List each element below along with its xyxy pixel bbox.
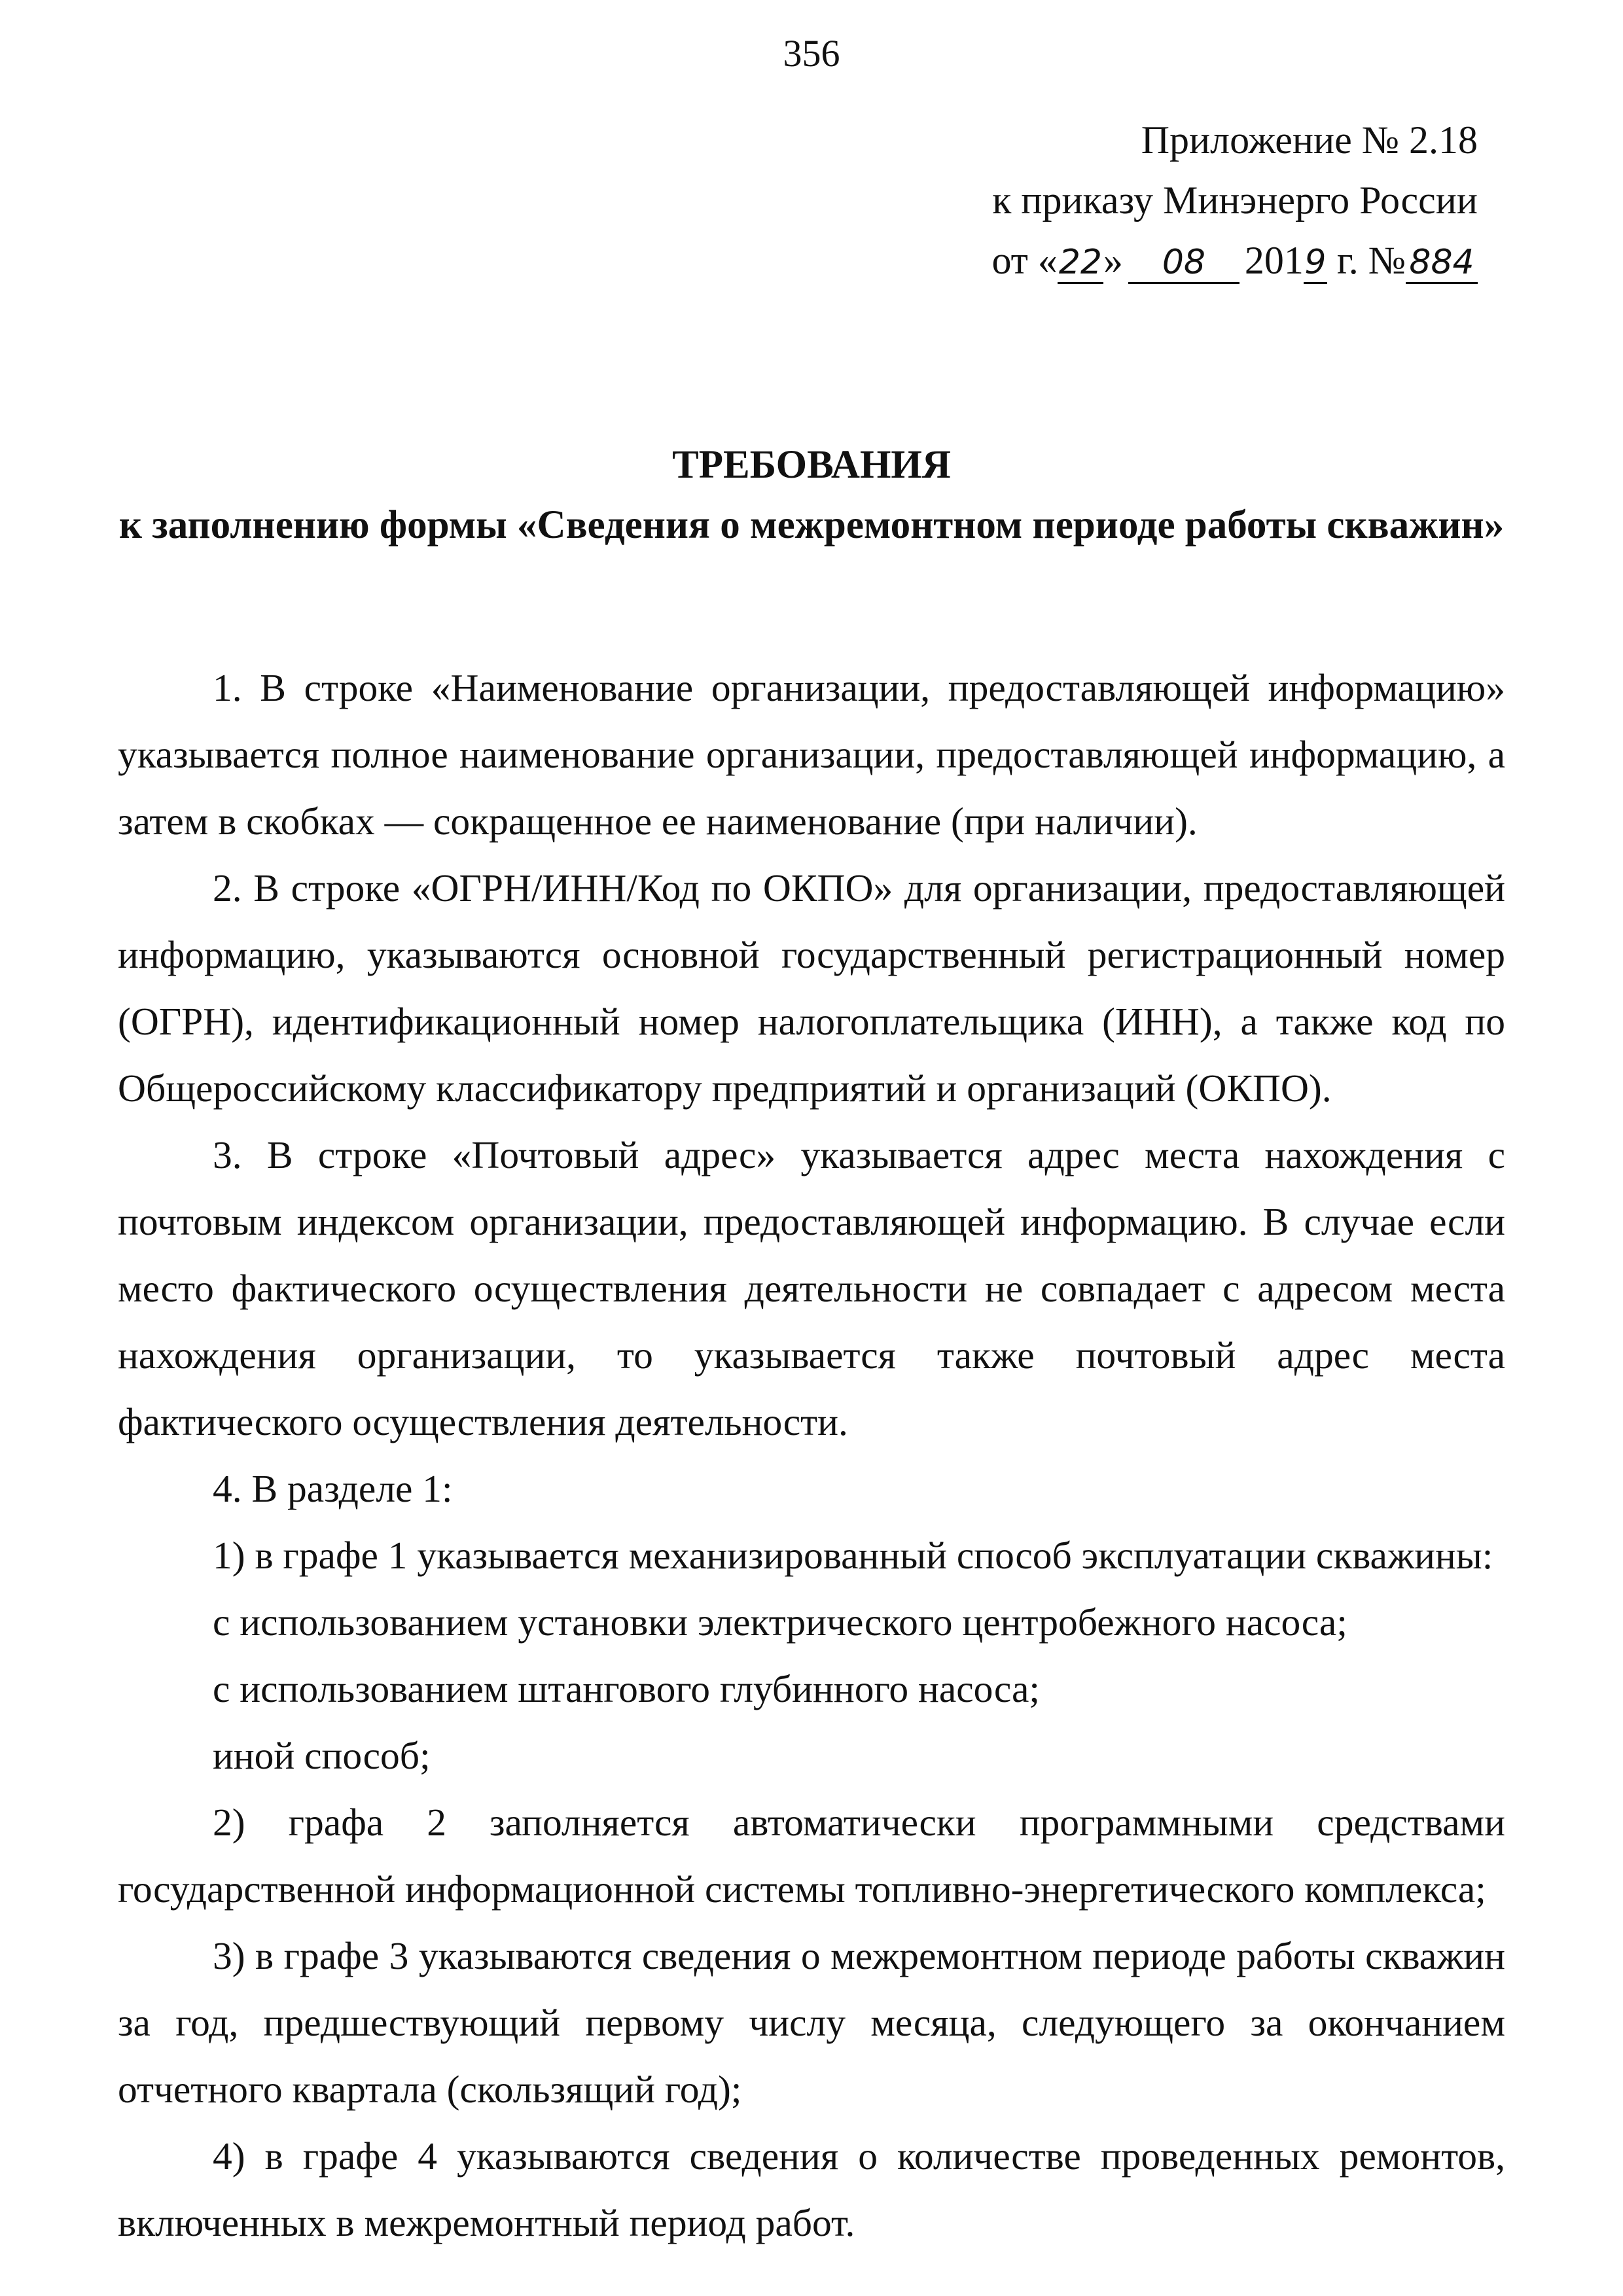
list-subitem-shgn: с использованием штангового глубинного насоса; [213,1667,1040,1710]
date-mid: » [1103,239,1123,282]
year-suffix: г. № [1327,239,1406,282]
year-digit-handwritten: 9 [1304,243,1327,284]
document-body [118,654,1505,2256]
appendix-order-ref: к приказу Минэнерго России [992,179,1478,222]
list-subitem-ecn: с использованием установки электрического центробежного насоса; [213,1600,1347,1644]
paragraph-3: 3. В строке «Почтовый адрес» указывается адрес места нахождения с почтовым индексом организации, предоставляющей информацию. В случае если место фактического осуществления деятельности не совпадает с адресом места нахождения организации, то указывается также почтовый адрес места фактического осуществления деятельности. [118,1133,1505,1443]
list-subitem-other: иной способ; [213,1734,431,1777]
list-item-2: 2) графа 2 заполняется автоматически программными средствами государственной информационной системы топливно-энергетического комплекса; [118,1801,1505,1911]
page-number: 356 [783,32,840,75]
document-title [0,435,1623,556]
list-item-4: 4) в графе 4 указываются сведения о количестве проведенных ремонтов, включенных в межремонтный период работ. [118,2134,1505,2244]
paragraph-2: 2. В строке «ОГРН/ИНН/Код по ОКПО» для организации, предоставляющей информацию, указываются основной государственный регистрационный номер (ОГРН), идентификационный номер налогоплательщика (ИНН), а также код по Общероссийскому классификатору предприятий и организаций (ОКПО). [118,866,1505,1110]
year-prefix: 201 [1244,239,1304,282]
appendix-title: Приложение № 2.18 [1141,118,1478,162]
appendix-date-line [991,230,1478,291]
list-item-3: 3) в графе 3 указываются сведения о межремонтном периоде работы скважин за год, предшествующий первому числу месяца, следующего за окончанием отчетного квартала (скользящий год); [118,1934,1505,2111]
paragraph-1: 1. В строке «Наименование организации, предоставляющей информацию» указывается полное наименование организации, предоставляющей информацию, а затем в скобках — сокращенное ее наименование (при наличии). [118,666,1505,843]
paragraph-4: 4. В разделе 1: [213,1467,453,1510]
date-month-handwritten: 08 [1128,243,1240,284]
date-day-handwritten: 22 [1058,243,1103,284]
order-number-handwritten: 884 [1406,243,1478,284]
title-main: ТРЕБОВАНИЯ [672,443,951,487]
appendix-block [991,110,1478,291]
list-item-1: 1) в графе 1 указывается механизированный способ эксплуатации скважины: [213,1534,1493,1577]
title-sub: к заполнению формы «Сведения о межремонтном периоде работы скважин» [118,503,1505,547]
date-prefix: от « [991,239,1058,282]
